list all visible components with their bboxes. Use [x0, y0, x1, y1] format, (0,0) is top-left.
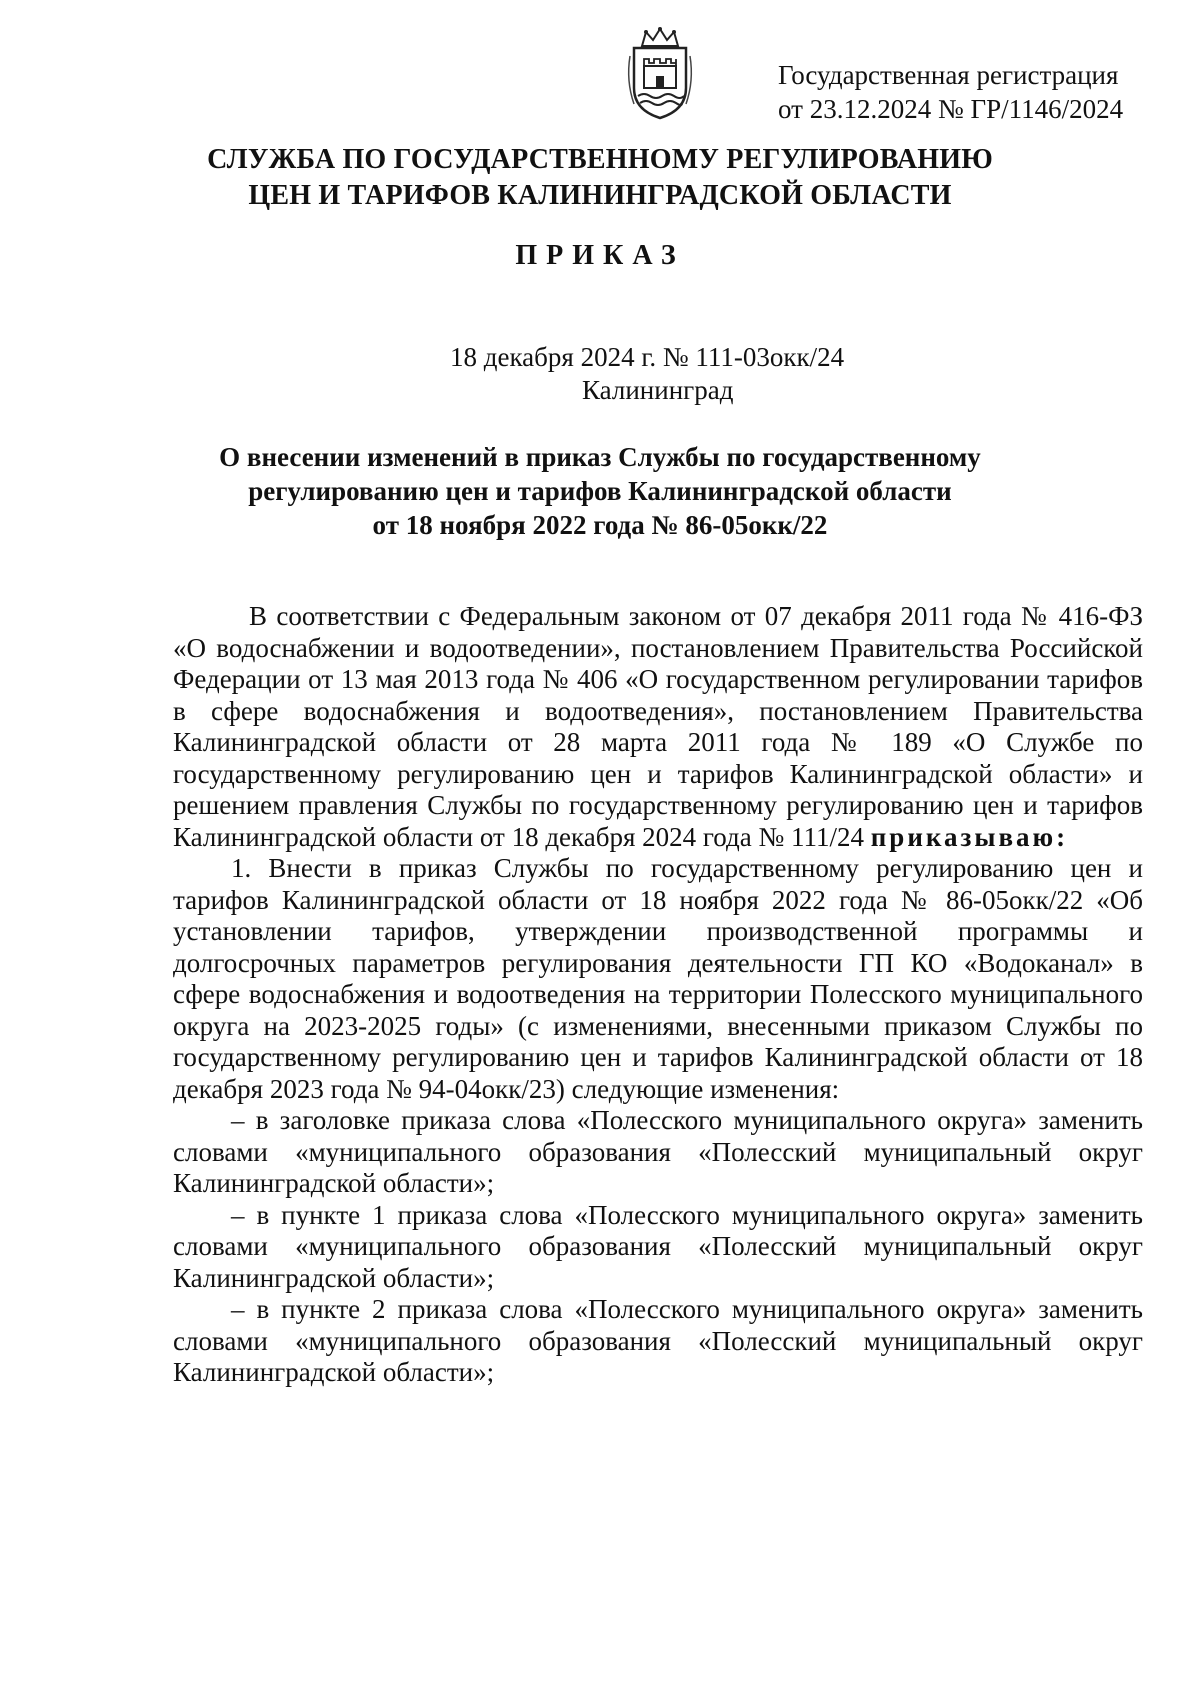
state-registration-stamp: [778, 58, 1178, 126]
order-body: [173, 601, 1143, 1389]
change-item-1: – в заголовке приказа слова «Полесского муниципального округа» заменить словами «муниципального образования «Полесский муниципальный округ Калининградской области»;: [173, 1105, 1143, 1198]
change-item-2: – в пункте 1 приказа слова «Полесского муниципального округа» заменить словами «муниципального образования «Полесский муниципальный округ Калининградской области»;: [173, 1199, 1143, 1293]
preamble-paragraph: [173, 601, 1143, 853]
order-date-number: 18 декабря 2024 г. № 111-03окк/24: [450, 342, 845, 372]
agency-name: [0, 142, 1200, 214]
registration-line-2: от 23.12.2024 № ГР/1146/2024: [778, 94, 1124, 124]
subject-line-3: от 18 ноября 2022 года № 86-05окк/22: [372, 510, 828, 540]
coat-of-arms-emblem: [622, 26, 698, 122]
change-item-3: – в пункте 2 приказа слова «Полесского муниципального округа» заменить словами «муниципального образования «Полесский муниципальный округ Калининградской области»;: [173, 1294, 1143, 1387]
agency-name-line-2: ЦЕН И ТАРИФОВ КАЛИНИНГРАДСКОЙ ОБЛАСТИ: [248, 180, 952, 211]
order-word: приказываю:: [870, 821, 1069, 852]
agency-name-line-1: СЛУЖБА ПО ГОСУДАРСТВЕННОМУ РЕГУЛИРОВАНИЮ: [207, 144, 993, 175]
registration-line-1: Государственная регистрация: [778, 60, 1119, 90]
order-city: Калининград: [582, 375, 734, 405]
order-subject: [0, 440, 1200, 542]
subject-line-2: регулированию цен и тарифов Калининградской области: [248, 476, 952, 506]
preamble-text: В соответствии с Федеральным законом от 07 декабря 2011 года № 416-ФЗ «О водоснабжении и водоотведении», постановлением Правительства Российской Федерации от 13 мая 2013 года № 406 «О государственном регулировании тарифов в сфере водоснабжения и водоотведения», постановлением Правительства Калининградской области от 28 марта 2011 года № 189 «О Службе по государственному регулированию цен и тарифов Калининградской области» и решением правления Службы по государственному регулированию цен и тарифов Калининградской области от 18 декабря 2024 года № 111/24: [173, 601, 1143, 852]
document-type-title: ПРИКАЗ: [515, 240, 685, 271]
point-1-paragraph: 1. Внести в приказ Службы по государственному регулированию цен и тарифов Калининградской области от 18 ноября 2022 года № 86-05окк/22 «Об установлении тарифов, утверждении производственной программы и долгосрочных параметров регулирования деятельности ГП КО «Водоканал» в сфере водоснабжения и водоотведения на территории Полесского муниципального округа на 2023-2025 годы» (с изменениями, внесенными приказом Службы по государственному регулированию цен и тарифов Калининградской области от 18 декабря 2023 года № 94-04окк/23) следующие изменения:: [173, 853, 1143, 1104]
subject-line-1: О внесении изменений в приказ Службы по государственному: [219, 442, 981, 472]
